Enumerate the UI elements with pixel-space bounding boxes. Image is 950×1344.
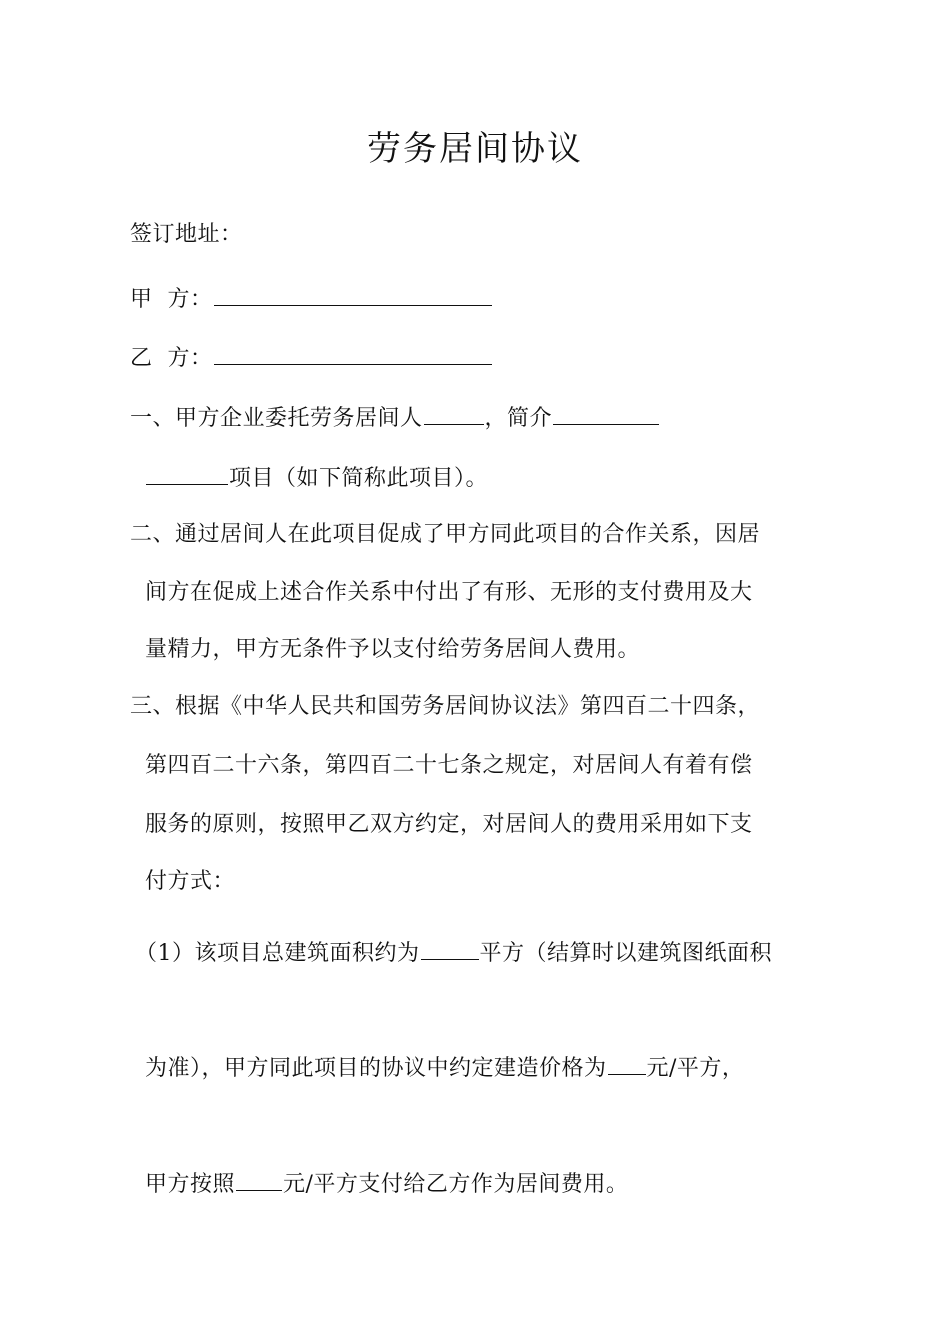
item1-text-e: 甲方按照 <box>145 1172 236 1197</box>
clause3-line1: 三、根据《中华人民共和国劳务居间协议法》第四百二十四条， <box>130 694 761 719</box>
clause1-line1 <box>130 400 660 434</box>
item1-line3 <box>145 1166 628 1200</box>
sign-place-line <box>130 220 243 250</box>
clause3-line4: 付方式： <box>145 869 236 894</box>
document-title: 劳务居间协议 <box>367 129 583 169</box>
party-b-label: 乙 方： <box>130 346 213 371</box>
party-b-line <box>130 340 493 374</box>
unit-price-blank[interactable] <box>608 1050 646 1075</box>
clause3-line3: 服务的原则，按照甲乙双方约定，对居间人的费用采用如下支 <box>145 812 753 837</box>
fee-rate-blank[interactable] <box>236 1166 282 1191</box>
area-blank[interactable] <box>421 935 479 960</box>
project-name-blank[interactable] <box>146 460 228 485</box>
broker-name-blank[interactable] <box>424 400 484 425</box>
clause1-text-c: 项目（如下简称此项目）。 <box>229 466 489 491</box>
clause1-line2 <box>145 460 488 494</box>
item1-text-c: 为准），甲方同此项目的协议中约定建造价格为 <box>145 1056 607 1081</box>
party-a-line <box>130 281 493 315</box>
party-b-blank[interactable] <box>214 340 492 365</box>
item1-text-a: （1）该项目总建筑面积约为 <box>135 941 420 966</box>
item1-text-f: 元/平方支付给乙方作为居间费用。 <box>283 1172 629 1197</box>
clause1-text-b: ，简介 <box>484 406 553 431</box>
item1-line1 <box>135 935 772 969</box>
party-a-label: 甲 方： <box>130 287 213 312</box>
clause2-line3: 量精力，甲方无条件予以支付给劳务居间人费用。 <box>145 637 641 662</box>
clause2-line2: 间方在促成上述合作关系中付出了有形、无形的支付费用及大 <box>145 580 753 605</box>
intro-blank[interactable] <box>553 400 659 425</box>
clause2-line1: 二、通过居间人在此项目促成了甲方同此项目的合作关系，因居 <box>130 522 761 547</box>
item1-line2 <box>145 1050 744 1084</box>
item1-text-b: 平方（结算时以建筑图纸面积 <box>479 941 773 966</box>
party-a-blank[interactable] <box>214 281 492 306</box>
item1-text-d: 元/平方， <box>646 1056 745 1081</box>
sign-place-label: 签订地址： <box>130 222 243 247</box>
clause1-text-a: 一、甲方企业委托劳务居间人 <box>130 406 423 431</box>
clause3-line2: 第四百二十六条，第四百二十七条之规定，对居间人有着有偿 <box>145 753 753 778</box>
